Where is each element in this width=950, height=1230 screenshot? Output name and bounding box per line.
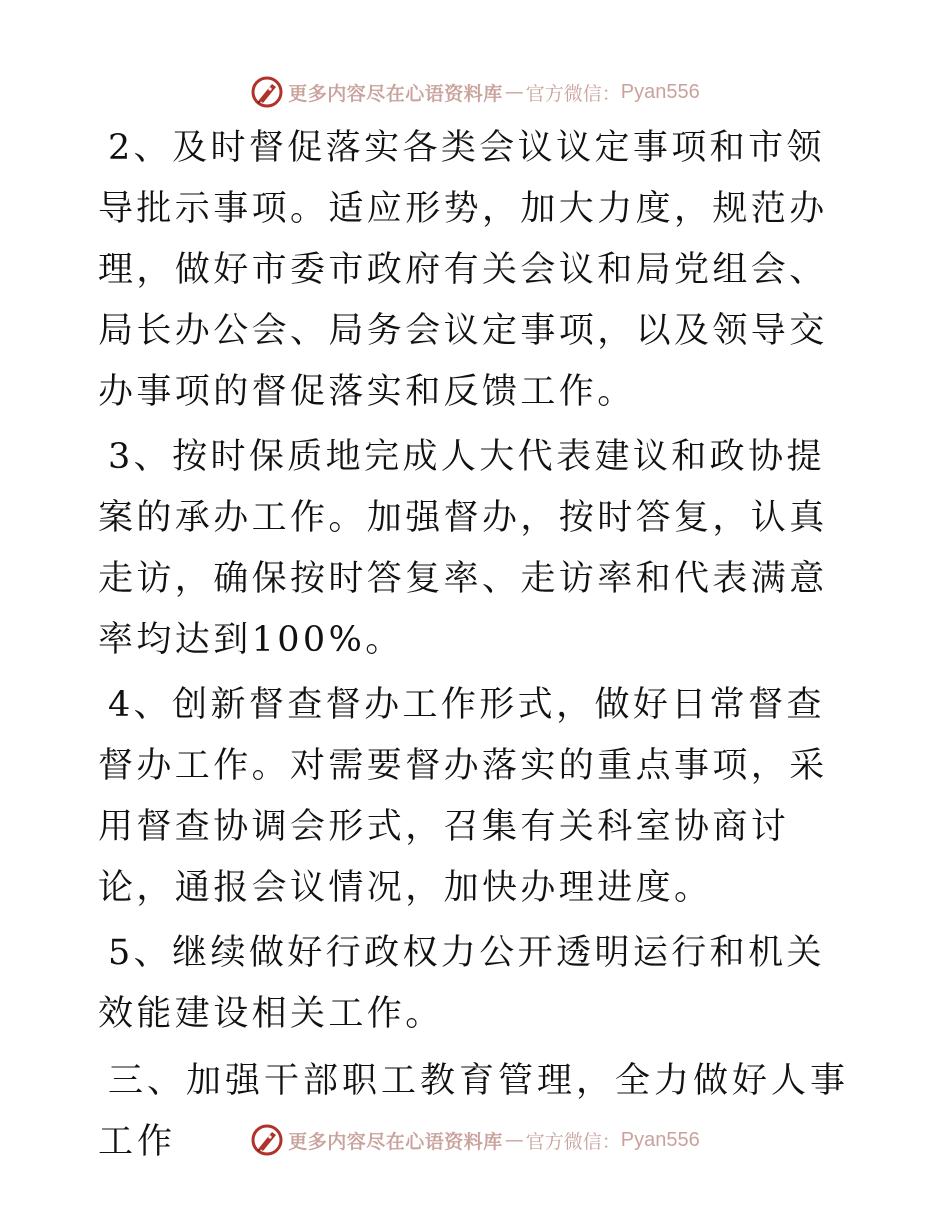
paragraph-item-4: 4、创新督查督办工作形式，做好日常督查督办工作。对需要督办落实的重点事项，采用督查协调会形式，召集有关科室协商讨论，通报会议情况，加快办理进度。 — [98, 685, 828, 908]
banner-official-label: 官方微信： — [525, 1130, 621, 1153]
header-watermark-banner — [0, 72, 950, 112]
footer-watermark-banner — [0, 1120, 950, 1160]
banner-wechat-id: Pyan556 — [620, 1128, 700, 1151]
pen-nib-logo-icon — [250, 1123, 284, 1157]
banner-official-label: 官方微信： — [525, 82, 621, 105]
paragraph-item-3: 3、按时保质地完成人大代表建议和政协提案的承办工作。加强督办，按时答复，认真走访，确保按时答复率、走访率和代表满意率均达到100%。 — [98, 437, 828, 660]
paragraph-item-5: 5、继续做好行政权力公开透明运行和机关效能建设相关工作。 — [98, 933, 825, 1034]
banner-separator: — — [504, 81, 524, 103]
banner-main-text: 更多内容尽在心语资料库 — [288, 82, 503, 105]
banner-separator: — — [504, 1129, 524, 1151]
section-heading: 三、加强干部职工教育管理，全力做好人事工作 — [98, 1061, 850, 1162]
paragraph-item-2: 2、及时督促落实各类会议议定事项和市领导批示事项。适应形势，加大力度，规范办理，做好市委市政府有关会议和局党组会、局长办公会、局务会议定事项，以及领导交办事项的督促落实和反馈工作。 — [98, 128, 828, 412]
banner-main-text: 更多内容尽在心语资料库 — [288, 1130, 503, 1153]
pen-nib-logo-icon — [250, 75, 284, 109]
banner-wechat-id: Pyan556 — [620, 80, 700, 103]
document-body — [0, 118, 950, 1173]
